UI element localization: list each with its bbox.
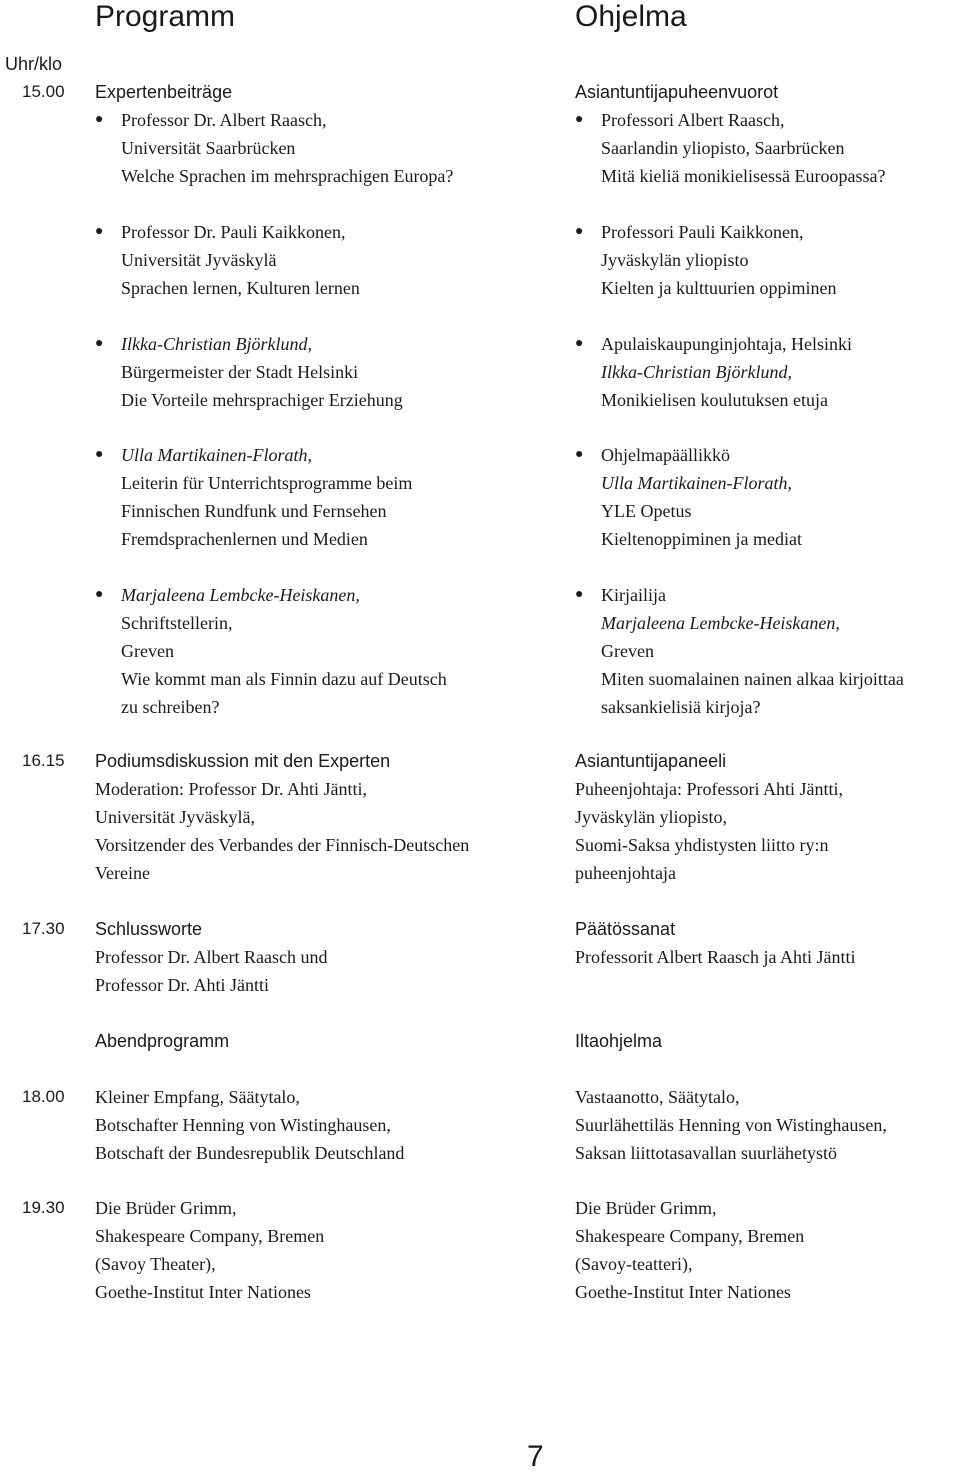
de-item3-line1: Ilkka-Christian Björklund, (121, 334, 312, 354)
fi-panel-line3: Suomi-Saksa yhdistysten liitto ry:n (575, 835, 829, 855)
de-panel-heading: Podiumsdiskussion mit den Experten (95, 751, 391, 771)
time-1500: 15.00 (22, 82, 65, 101)
de-evening1-line2: Botschafter Henning von Wistinghausen, (95, 1115, 391, 1135)
fi-item3-line3: Monikielisen koulutuksen etuja (601, 390, 828, 410)
fi-item5-line1: Kirjailija (601, 585, 666, 605)
de-closing-line1: Professor Dr. Albert Raasch und (95, 947, 328, 967)
title-programm: Programm (95, 0, 236, 33)
fi-experts-heading: Asiantuntijapuheenvuorot (575, 82, 779, 102)
de-item1-line2: Universität Saarbrücken (121, 138, 296, 158)
de-evening1-line3: Botschaft der Bundesrepublik Deutschland (95, 1143, 405, 1163)
fi-item4-line4: Kieltenoppiminen ja mediat (601, 529, 802, 549)
page-number: 7 (527, 1440, 544, 1473)
fi-evening-heading: Iltaohjelma (575, 1031, 663, 1051)
de-item2-line3: Sprachen lernen, Kulturen lernen (121, 278, 360, 298)
de-item2-line2: Universität Jyväskylä (121, 250, 277, 270)
de-closing-line2: Professor Dr. Ahti Jäntti (95, 975, 269, 995)
time-1730: 17.30 (22, 919, 65, 938)
de-closing-heading: Schlussworte (95, 919, 203, 939)
fi-item4-line1: Ohjelmapäällikkö (601, 445, 730, 465)
bullet-icon: ● (575, 336, 584, 351)
fi-evening2-line3: (Savoy-teatteri), (575, 1254, 693, 1274)
de-evening-heading: Abendprogramm (95, 1031, 230, 1051)
de-panel-line1: Moderation: Professor Dr. Ahti Jäntti, (95, 779, 367, 799)
de-item5-line5: zu schreiben? (121, 697, 220, 717)
fi-item5-line2: Marjaleena Lembcke-Heiskanen, (601, 613, 840, 633)
fi-evening2-line2: Shakespeare Company, Bremen (575, 1226, 805, 1246)
bullet-icon: ● (95, 336, 104, 351)
de-item4-line2: Leiterin für Unterrichtsprogramme beim (121, 473, 413, 493)
de-item5-line1: Marjaleena Lembcke-Heiskanen, (121, 585, 360, 605)
time-label: Uhr/klo (5, 54, 63, 74)
fi-item1-line2: Saarlandin yliopisto, Saarbrücken (601, 138, 845, 158)
bullet-icon: ● (575, 112, 584, 127)
de-panel-line2: Universität Jyväskylä, (95, 807, 255, 827)
fi-evening1-line3: Saksan liittotasavallan suurlähetystö (575, 1143, 837, 1163)
fi-item2-line3: Kielten ja kulttuurien oppiminen (601, 278, 837, 298)
fi-panel-line2: Jyväskylän yliopisto, (575, 807, 727, 827)
bullet-icon: ● (575, 224, 584, 239)
fi-item5-line3: Greven (601, 641, 654, 661)
de-item3-line3: Die Vorteile mehrsprachiger Erziehung (121, 390, 403, 410)
fi-closing-heading: Päätössanat (575, 919, 676, 939)
bullet-icon: ● (95, 587, 104, 602)
fi-item1-line3: Mitä kieliä monikielisessä Euroopassa? (601, 166, 886, 186)
fi-item3-line1: Apulaiskaupunginjohtaja, Helsinki (601, 334, 852, 354)
de-evening2-line2: Shakespeare Company, Bremen (95, 1226, 325, 1246)
fi-item3-line2: Ilkka-Christian Björklund, (601, 362, 792, 382)
title-ohjelma: Ohjelma (575, 0, 687, 33)
de-item4-line3: Finnischen Rundfunk und Fernsehen (121, 501, 387, 521)
de-item2-line1: Professor Dr. Pauli Kaikkonen, (121, 222, 346, 242)
fi-item2-line1: Professori Pauli Kaikkonen, (601, 222, 804, 242)
bullet-icon: ● (95, 224, 104, 239)
fi-panel-line4: puheenjohtaja (575, 863, 676, 883)
de-item1-line1: Professor Dr. Albert Raasch, (121, 110, 327, 130)
de-item1-line3: Welche Sprachen im mehrsprachigen Europa? (121, 166, 454, 186)
de-evening2-line3: (Savoy Theater), (95, 1254, 216, 1274)
de-experts-heading: Expertenbeiträge (95, 82, 233, 102)
de-item3-line2: Bürgermeister der Stadt Helsinki (121, 362, 359, 382)
de-item4-line4: Fremdsprachenlernen und Medien (121, 529, 368, 549)
de-panel-line4: Vereine (95, 863, 150, 883)
bullet-icon: ● (95, 112, 104, 127)
fi-panel-line1: Puheenjohtaja: Professori Ahti Jäntti, (575, 779, 843, 799)
fi-evening2-line4: Goethe-Institut Inter Nationes (575, 1282, 791, 1302)
de-item5-line2: Schriftstellerin, (121, 613, 233, 633)
bullet-icon: ● (575, 447, 584, 462)
fi-closing-line1: Professorit Albert Raasch ja Ahti Jäntti (575, 947, 856, 967)
de-evening2-line4: Goethe-Institut Inter Nationes (95, 1282, 311, 1302)
de-evening2-line1: Die Brüder Grimm, (95, 1198, 237, 1218)
fi-evening2-line1: Die Brüder Grimm, (575, 1198, 717, 1218)
time-1615: 16.15 (22, 751, 65, 770)
fi-item4-line2: Ulla Martikainen-Florath, (601, 473, 792, 493)
de-evening1-line1: Kleiner Empfang, Säätytalo, (95, 1087, 300, 1107)
de-item4-line1: Ulla Martikainen-Florath, (121, 445, 312, 465)
time-1930: 19.30 (22, 1198, 65, 1217)
time-1800: 18.00 (22, 1087, 65, 1106)
de-item5-line3: Greven (121, 641, 174, 661)
fi-item2-line2: Jyväskylän yliopisto (601, 250, 749, 270)
fi-panel-heading: Asiantuntijapaneeli (575, 751, 727, 771)
bullet-icon: ● (95, 447, 104, 462)
de-item5-line4: Wie kommt man als Finnin dazu auf Deutsch (121, 669, 447, 689)
fi-item1-line1: Professori Albert Raasch, (601, 110, 785, 130)
de-panel-line3: Vorsitzender des Verbandes der Finnisch-Deutschen (95, 835, 470, 855)
fi-item5-line5: saksankielisiä kirjoja? (601, 697, 761, 717)
fi-item4-line3: YLE Opetus (601, 501, 692, 521)
bullet-icon: ● (575, 587, 584, 602)
fi-evening1-line1: Vastaanotto, Säätytalo, (575, 1087, 740, 1107)
fi-item5-line4: Miten suomalainen nainen alkaa kirjoittaa (601, 669, 904, 689)
fi-evening1-line2: Suurlähettiläs Henning von Wistinghausen, (575, 1115, 887, 1135)
